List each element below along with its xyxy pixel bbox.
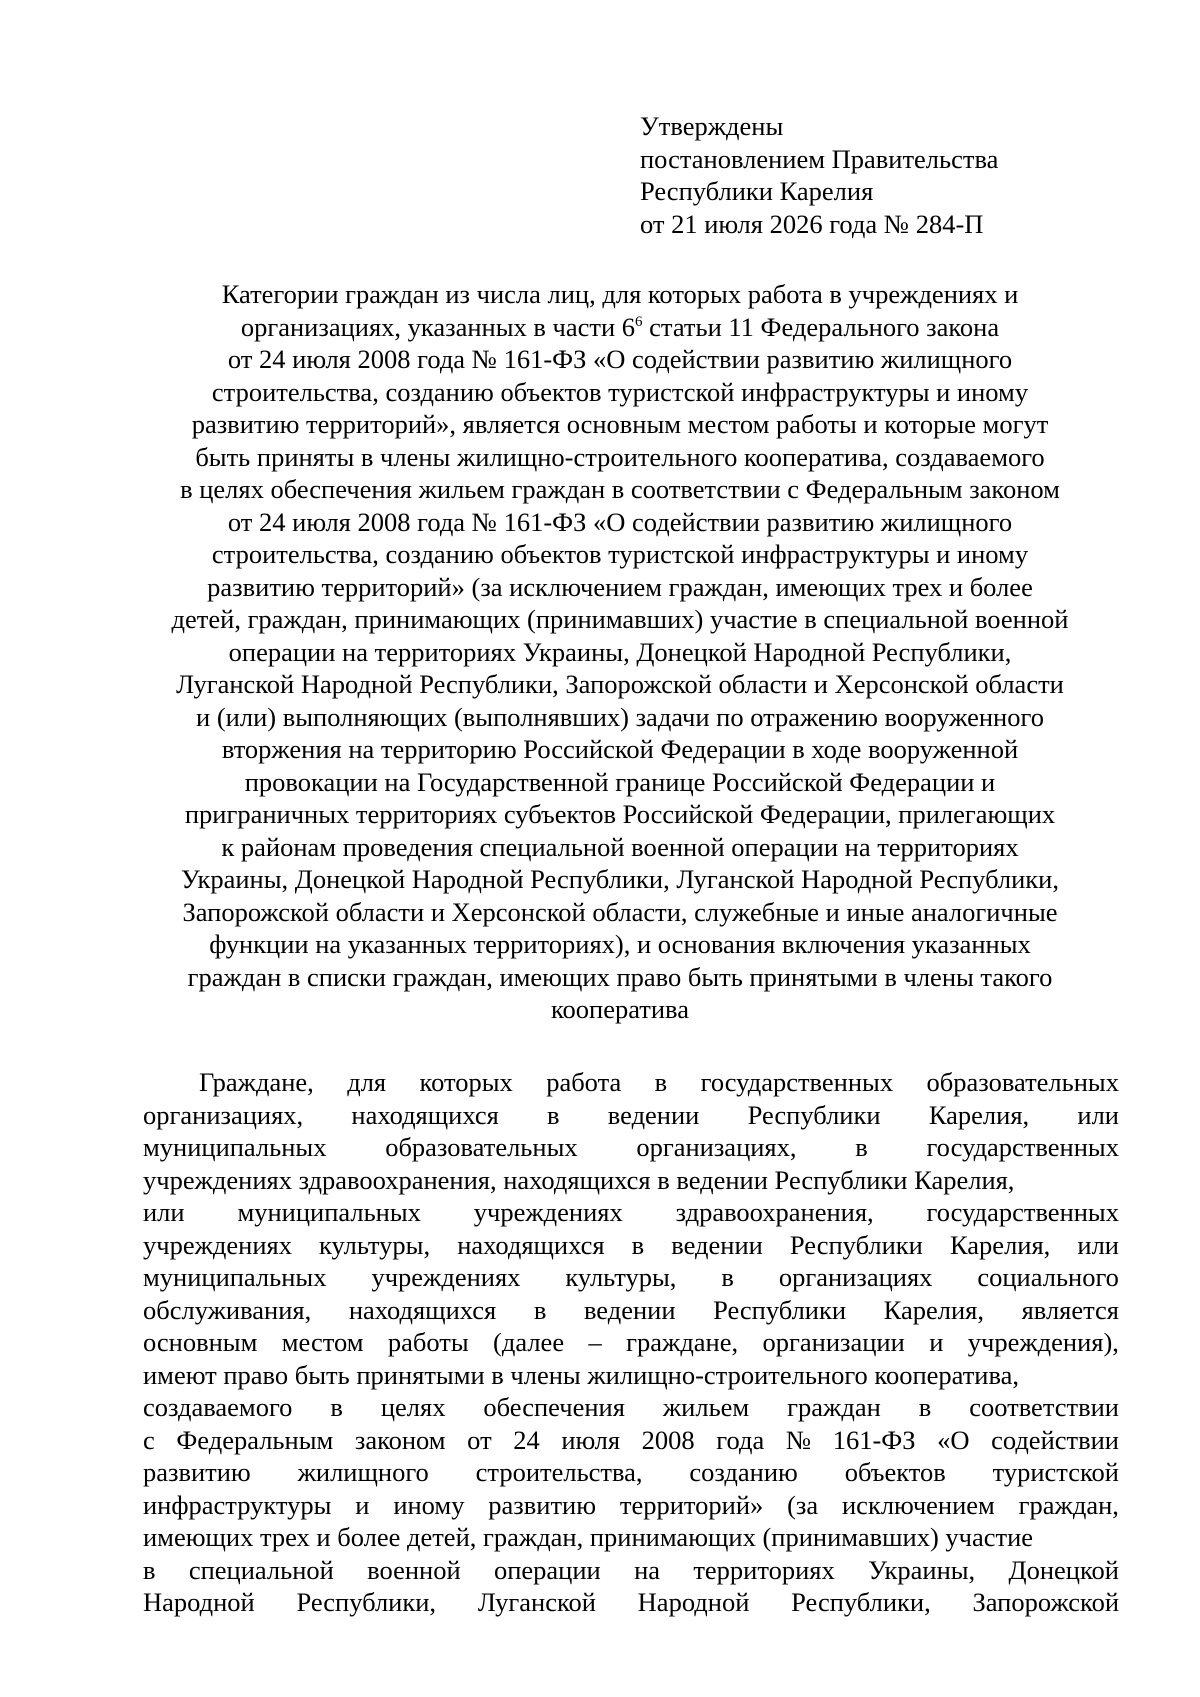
body-word: работы bbox=[387, 1327, 469, 1357]
title-line: к районам проведения специальной военной операции на территориях bbox=[221, 831, 1019, 862]
body-line bbox=[143, 1099, 1119, 1132]
body-word: Республики bbox=[713, 1294, 847, 1325]
body-word: государственных bbox=[926, 1132, 1119, 1162]
body-word: законом bbox=[354, 1424, 446, 1455]
body-word: имеющих трех и более детей, граждан, принимающих (принимавших) участие bbox=[143, 1522, 1034, 1552]
body-line bbox=[143, 1554, 1119, 1587]
body-word: ведении bbox=[671, 1229, 763, 1260]
body-word: работа bbox=[546, 1067, 622, 1097]
body-word: жильем bbox=[662, 1392, 750, 1422]
body-word: Республики bbox=[789, 1229, 923, 1260]
body-word: в bbox=[631, 1229, 645, 1260]
body-word: Республики, bbox=[296, 1587, 437, 1617]
body-line bbox=[143, 1261, 1119, 1294]
title-line: операции на территориях Украины, Донецкой Народной Республики, bbox=[228, 636, 1012, 667]
body-word: операции bbox=[493, 1554, 601, 1585]
body-word: обслуживания, bbox=[143, 1294, 312, 1325]
body-word: государственных bbox=[926, 1197, 1119, 1227]
body-word: находящихся bbox=[348, 1294, 497, 1325]
body-word: специальной bbox=[188, 1554, 334, 1585]
title-line: от 24 июля 2008 года № 161-ФЗ «О содействии развитию жилищного bbox=[227, 506, 1013, 537]
body-word: Донецкой bbox=[1008, 1554, 1119, 1585]
body-word: ведении bbox=[607, 1099, 700, 1130]
body-word: № bbox=[785, 1424, 812, 1455]
body-word: местом bbox=[281, 1327, 364, 1357]
body-word: учреждениях здравоохранения, находящихся в ведении Республики Карелия, bbox=[143, 1164, 1015, 1195]
title-line: в целях обеспечения жильем граждан в соответствии с Федеральным законом bbox=[180, 474, 1060, 504]
body-word: здравоохранения, bbox=[675, 1197, 874, 1227]
body-word: (за bbox=[787, 1489, 819, 1520]
body-word: с bbox=[143, 1424, 155, 1455]
body-word: на bbox=[634, 1554, 661, 1585]
body-line bbox=[143, 1196, 1119, 1229]
body-word: культуры, bbox=[565, 1262, 677, 1292]
body-word: граждан bbox=[787, 1392, 881, 1422]
approval-line: Республики Карелия bbox=[640, 176, 874, 206]
body-word: в bbox=[855, 1132, 868, 1162]
title-line: строительства, созданию объектов туристской инфраструктуры и иному bbox=[211, 539, 1029, 569]
title-text: организациях, указанных в части 6 bbox=[240, 311, 636, 342]
title-text: статьи 11 Федерального закона bbox=[642, 311, 1000, 342]
body-word: находящихся bbox=[351, 1099, 499, 1130]
body-word: в bbox=[533, 1294, 547, 1325]
title-superscript: 6 bbox=[635, 313, 643, 330]
body-word: учреждения), bbox=[967, 1327, 1119, 1357]
body-line bbox=[143, 1424, 1119, 1457]
body-word: жилищного bbox=[297, 1457, 429, 1487]
body-word: Федеральным bbox=[176, 1424, 334, 1455]
body-word: организациях, bbox=[636, 1132, 797, 1162]
body-word: строительства, bbox=[475, 1457, 643, 1487]
title-line: функции на указанных территориях), и основания включения указанных bbox=[209, 929, 1031, 959]
title-line: от 24 июля 2008 года № 161-ФЗ «О содействии развитию жилищного bbox=[227, 344, 1013, 374]
body-word: Луганской bbox=[477, 1587, 596, 1617]
body-word: создаваемого bbox=[143, 1392, 293, 1422]
body-line bbox=[143, 1456, 1119, 1489]
body-word: образовательных bbox=[926, 1067, 1119, 1097]
body-word: туристской bbox=[992, 1457, 1119, 1487]
document-title bbox=[120, 278, 1120, 1026]
body-word: Карелия, bbox=[949, 1229, 1051, 1260]
body-word: культуры, bbox=[319, 1229, 431, 1260]
body-word: инфраструктуры bbox=[143, 1489, 332, 1520]
body-word: соответствии bbox=[969, 1392, 1119, 1422]
body-word: 161-ФЗ bbox=[832, 1424, 916, 1455]
body-word: имеют право быть принятыми в члены жилищно-строительного кооператива, bbox=[143, 1359, 1020, 1390]
body-word: территориях bbox=[693, 1554, 835, 1585]
approval-stamp bbox=[640, 110, 1140, 240]
body-word: организации bbox=[762, 1327, 905, 1357]
body-word: Карелия, bbox=[883, 1294, 984, 1325]
body-word: Народной bbox=[637, 1587, 750, 1617]
body-line bbox=[143, 1489, 1119, 1522]
approval-line: от 21 июля 2026 года № 284-П bbox=[640, 208, 984, 239]
body-word: июля bbox=[561, 1424, 621, 1455]
body-word: основным bbox=[143, 1327, 258, 1357]
body-word: в bbox=[143, 1554, 156, 1585]
body-word: муниципальных bbox=[143, 1132, 327, 1162]
body-word: исключением bbox=[842, 1489, 995, 1520]
body-word: Народной bbox=[143, 1587, 255, 1617]
title-line: быть приняты в члены жилищно-строительного кооператива, создаваемого bbox=[195, 441, 1045, 472]
body-word: – bbox=[588, 1327, 602, 1357]
body-word: учреждениях bbox=[143, 1229, 292, 1260]
body-word: года bbox=[716, 1424, 765, 1455]
body-word: социального bbox=[977, 1262, 1119, 1292]
body-word: муниципальных bbox=[143, 1262, 327, 1292]
title-line: и (или) выполняющих (выполнявших) задачи по отражению вооруженного bbox=[196, 701, 1044, 732]
approval-line: Утверждены bbox=[640, 111, 784, 141]
title-line: граждан в списки граждан, имеющих право быть принятыми в члены такого bbox=[187, 961, 1053, 992]
body-line bbox=[143, 1294, 1119, 1327]
approval-line: постановлением Правительства bbox=[640, 143, 999, 174]
body-word: организациях, bbox=[143, 1099, 304, 1130]
body-word: 2008 bbox=[641, 1424, 695, 1455]
body-word: созданию bbox=[689, 1457, 798, 1487]
title-line: Запорожской области и Херсонской области, служебные и иные аналогичные bbox=[182, 896, 1058, 927]
body-word: от bbox=[467, 1424, 492, 1455]
body-word: муниципальных bbox=[237, 1197, 421, 1227]
body-line bbox=[143, 1229, 1119, 1262]
body-word: Украины, bbox=[868, 1554, 976, 1585]
body-word: граждане, bbox=[626, 1327, 739, 1357]
body-line bbox=[143, 1326, 1119, 1359]
title-line: Категории граждан из числа лиц, для которых работа в учреждениях и bbox=[221, 279, 1019, 309]
body-word: целях bbox=[380, 1392, 446, 1422]
body-word: развитию bbox=[143, 1457, 251, 1487]
body-word: 24 bbox=[513, 1424, 540, 1455]
title-line: Луганской Народной Республики, Запорожской области и Херсонской области bbox=[176, 669, 1064, 699]
body-line bbox=[143, 1359, 1119, 1392]
body-line bbox=[143, 1164, 1119, 1197]
body-word: иному bbox=[393, 1489, 465, 1520]
title-line: строительства, созданию объектов туристской инфраструктуры и иному bbox=[211, 376, 1029, 407]
body-word: в bbox=[918, 1392, 932, 1422]
title-line: вторжения на территорию Российской Федерации в ходе вооруженной bbox=[221, 734, 1019, 764]
body-word: в bbox=[721, 1262, 734, 1292]
body-word: Граждане, bbox=[199, 1067, 314, 1097]
body-word: Карелия, bbox=[928, 1099, 1030, 1130]
body-word: Республики bbox=[747, 1099, 881, 1130]
body-word: образовательных bbox=[385, 1132, 578, 1162]
body-word: содействии bbox=[991, 1424, 1119, 1455]
body-word: учреждениях bbox=[473, 1197, 623, 1227]
title-line: провокации на Государственной границе Российской Федерации и bbox=[244, 766, 996, 797]
body-word: государственных bbox=[700, 1067, 894, 1097]
body-word: военной bbox=[367, 1554, 461, 1585]
body-word: в bbox=[654, 1067, 668, 1097]
body-word: которых bbox=[419, 1067, 513, 1097]
body-word: является bbox=[1021, 1294, 1119, 1325]
body-word: и bbox=[355, 1489, 370, 1520]
body-word: ведении bbox=[583, 1294, 676, 1325]
title-line bbox=[120, 311, 1120, 344]
body-word: учреждениях bbox=[371, 1262, 521, 1292]
body-word: или bbox=[1077, 1099, 1119, 1130]
title-line: развитию территорий» (за исключением граждан, имеющих трех и более bbox=[207, 571, 1033, 602]
title-line: детей, граждан, принимающих (принимавших) участие в специальной военной bbox=[171, 604, 1069, 634]
title-lines bbox=[120, 343, 1120, 1026]
body-word: находящихся bbox=[457, 1229, 605, 1260]
title-line: Украины, Донецкой Народной Республики, Луганской Народной Республики, bbox=[181, 864, 1059, 894]
body-word: Республики, bbox=[791, 1587, 931, 1617]
body-word: территорий» bbox=[619, 1489, 764, 1520]
body-line bbox=[143, 1066, 1119, 1099]
body-line bbox=[143, 1131, 1119, 1164]
body-line bbox=[143, 1586, 1119, 1619]
body-word: или bbox=[1077, 1229, 1119, 1260]
title-line: развитию территорий», является основным местом работы и которые могут bbox=[191, 409, 1049, 439]
body-word: граждан, bbox=[1018, 1489, 1119, 1520]
body-word: в bbox=[330, 1392, 343, 1422]
body-line bbox=[143, 1521, 1119, 1554]
body-word: объектов bbox=[844, 1457, 946, 1487]
body-paragraph bbox=[143, 1066, 1119, 1619]
body-word: организациях bbox=[778, 1262, 933, 1292]
body-word: «О bbox=[937, 1424, 970, 1455]
body-word: обеспечения bbox=[483, 1392, 625, 1422]
body-word: развитию bbox=[488, 1489, 597, 1520]
body-word: (далее bbox=[493, 1327, 565, 1357]
body-line bbox=[143, 1391, 1119, 1424]
title-line: кооператива bbox=[551, 994, 689, 1024]
body-word: для bbox=[347, 1067, 387, 1097]
body-word: или bbox=[143, 1197, 185, 1227]
body-word: и bbox=[929, 1327, 944, 1357]
body-word: Запорожской bbox=[972, 1587, 1119, 1617]
title-line: приграничных территориях субъектов Российской Федерации, прилегающих bbox=[184, 799, 1056, 829]
body-word: в bbox=[547, 1099, 560, 1130]
